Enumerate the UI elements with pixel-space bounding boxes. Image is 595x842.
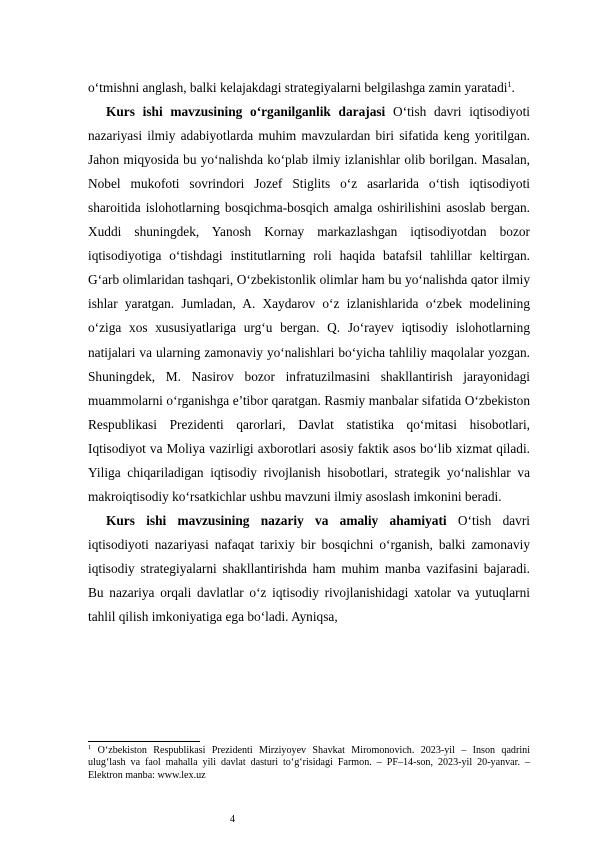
body-text bbox=[88, 76, 530, 629]
footnote bbox=[88, 745, 530, 782]
paragraph-continuation bbox=[88, 76, 530, 100]
paragraph-text: O‘tish davri iqtisodiyoti nazariyasi ilmiy adabiyotlarda muhim mavzulardan biri sifatida keng yoritilgan. Jahon miqyosida bu yo‘nalishda ko‘plab ilmiy izlanishlar olib borilgan. Masalan, Nobel mukofoti sovrindori Jozef Stiglits o‘z asarlarida o‘tish iqtisodiyoti sharoitida islohotlarning bosqichma-bosqich amalga oshirilishini asoslab bergan. Xuddi shuningdek, Yanosh Kornay markazlashgan iqtisodiyotdan bozor iqtisodiyotiga o‘tishdagi institutlarning roli haqida batafsil tahlillar keltirgan. G‘arb olimlaridan tashqari, O‘zbekistonlik olimlar ham bu yo‘nalishda qator ilmiy ishlar yaratgan. Jumladan, A. Xaydarov o‘z izlanishlarida o‘zbek modelining o‘ziga xos xususiyatlariga urg‘u bergan. Q. Jo‘rayev iqtisodiy islohotlarning natijalari va ularning zamonaviy yo‘nalishlari bo‘yicha tahliliy maqolalar yozgan. Shuningdek, M. Nasirov bozor infratuzilmasini shakllantirish jarayonidagi muammolarni o‘rganishga e’tibor qaratgan. Rasmiy manbalar sifatida O‘zbekiston Respublikasi Prezidenti qarorlari, Davlat statistika qo‘mitasi hisobotlari, Iqtisodiyot va Moliya vazirligi axborotlari asosiy faktik asos bo‘lib xizmat qiladi. Yiliga chiqariladigan iqtisodiy rivojlanish hisobotlari, strategik yo‘nalishlar va makroiqtisodiy ko‘rsatkichlar ushbu mavzuni ilmiy asoslash imkonini beradi. bbox=[88, 104, 530, 504]
footnote-divider bbox=[88, 741, 200, 742]
paragraph-significance bbox=[88, 509, 530, 629]
section-heading-significance: Kurs ishi mavzusining nazariy va amaliy ahamiyati bbox=[106, 512, 447, 528]
footnote-text: O‘zbekiston Respublikasi Prezidenti Mirziyoyev Shavkat Miromonovich. 2023-yil – Inson qadrini ulug‘lash va faol mahalla yili davlat dasturi to‘g‘risidagi Farmon. – PF–14-son, 2023-yil 20-yanvar. – Elektron manba: www.lex.uz bbox=[88, 745, 530, 781]
paragraph-end: . bbox=[511, 80, 515, 95]
page-number: 4 bbox=[230, 814, 235, 825]
footnote-reference[interactable]: 1 bbox=[507, 80, 512, 89]
paragraph-text: o‘tmishni anglash, balki kelajakdagi strategiyalarni belgilashga zamin yaratadi bbox=[88, 80, 508, 95]
footnote-number: 1 bbox=[88, 744, 92, 751]
paragraph-text: O‘tish davri iqtisodiyoti nazariyasi nafaqat tarixiy bir bosqichni o‘rganish, balki zamonaviy iqtisodiy strategiyalarni shakllantirishda ham muhim manba vazifasini bajaradi. Bu nazariya orqali davlatlar o‘z iqtisodiy rivojlanishidagi xatolar va yutuqlarni tahlil qilish imkoniyatiga ega bo‘ladi. Ayniqsa, bbox=[88, 512, 530, 625]
paragraph-research-level bbox=[88, 100, 530, 509]
section-heading-research-level: Kurs ishi mavzusining o‘rganilganlik darajasi bbox=[106, 104, 386, 120]
